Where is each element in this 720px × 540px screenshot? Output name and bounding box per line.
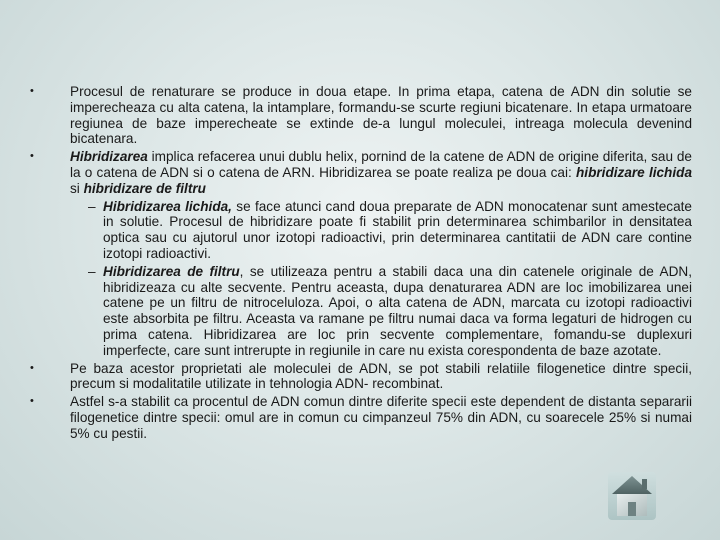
term-hibridizare-lichida: hibridizare lichida (576, 164, 693, 180)
subbullet-filtru (30, 264, 692, 359)
slide-content (30, 84, 692, 444)
subbullet-lichida (30, 199, 692, 262)
bullet-hibridizarea (30, 149, 692, 196)
term-lichida: Hibridizarea lichida, (103, 198, 232, 214)
term-hibridizare-de-filtru: hibridizare de filtru (83, 180, 206, 196)
bullet-text: Pe baza acestor proprietati ale moleculei de ADN, se pot stabili relatiile filogenetice dintre specii, precum si modalitatile utilizate in tehnologia ADN- recombinat. (70, 360, 692, 392)
bullet-text: implica refacerea unui dublu helix, pornind de la catene de ADN de origine diferita, sau de la o catena de ADN si o catena de ARN. Hibridizarea se poate realiza pe doua cai: (70, 149, 692, 180)
bullet-procent-adn (30, 394, 692, 441)
dash-marker: – (88, 198, 96, 214)
home-icon (606, 470, 658, 522)
dash-marker: – (88, 263, 96, 279)
bullet-text: Procesul de renaturare se produce in doua etape. In prima etapa, catena de ADN din solutie se imperecheaza cu alta catena, la intamplare, formandu-se scurte regiuni bicatenare. In etapa urmatoare regiunea de baze imperecheate se extinde de-a lungul moleculei, intreaga molecula devenind bicatenara. (70, 84, 692, 147)
bullet-text: Astfel s-a stabilit ca procentul de ADN comun dintre diferite specii este dependent de distanta separarii filogenetice dintre specii: omul are in comun cu cimpanzeul 75% din ADN, cu soarecele 25% si numai 5% cu pestii. (70, 394, 692, 441)
subbullet-text: , se utilizeaza pentru a stabili daca una din catenele originale de ADN, hibridizeaza cu alte secvente. Pentru aceasta, dupa denaturarea ADN are loc imobilizarea unei catene pe un filtru de nitroceluloza. Apoi, o alta catena de ADN, marcata cu izotopi radioactivi este absorbita pe filtru. Aceasta va ramane pe filtru numai daca va forma legaturi de hidrogen cu prima catena. Hibridizarea are loc prin secvente complementare, fomandu-se duplexuri imperfecte, care sunt intrerupte in regiunile in care nu exista corespondenta de baze azotate. (103, 263, 692, 358)
conjunction: si (70, 180, 84, 196)
term-filtru: Hibridizarea de filtru (103, 263, 240, 279)
bullet-renaturare (30, 84, 692, 147)
term-hibridizarea: Hibridizarea (70, 149, 148, 165)
subbullet-text: se face atunci cand doua preparate de ADN monocatenar sunt amestecate in solutie. Procesul de hibridizare poate fi stabilit prin determinarea schimbarilor in densitatea optica sau cu ajutorul unor izotopi radioactivi, prin determinarea cantitatii de ADN care contine izotopi radioactivi. (103, 198, 692, 261)
bullet-filogenetice (30, 361, 692, 393)
home-button[interactable] (606, 470, 658, 522)
